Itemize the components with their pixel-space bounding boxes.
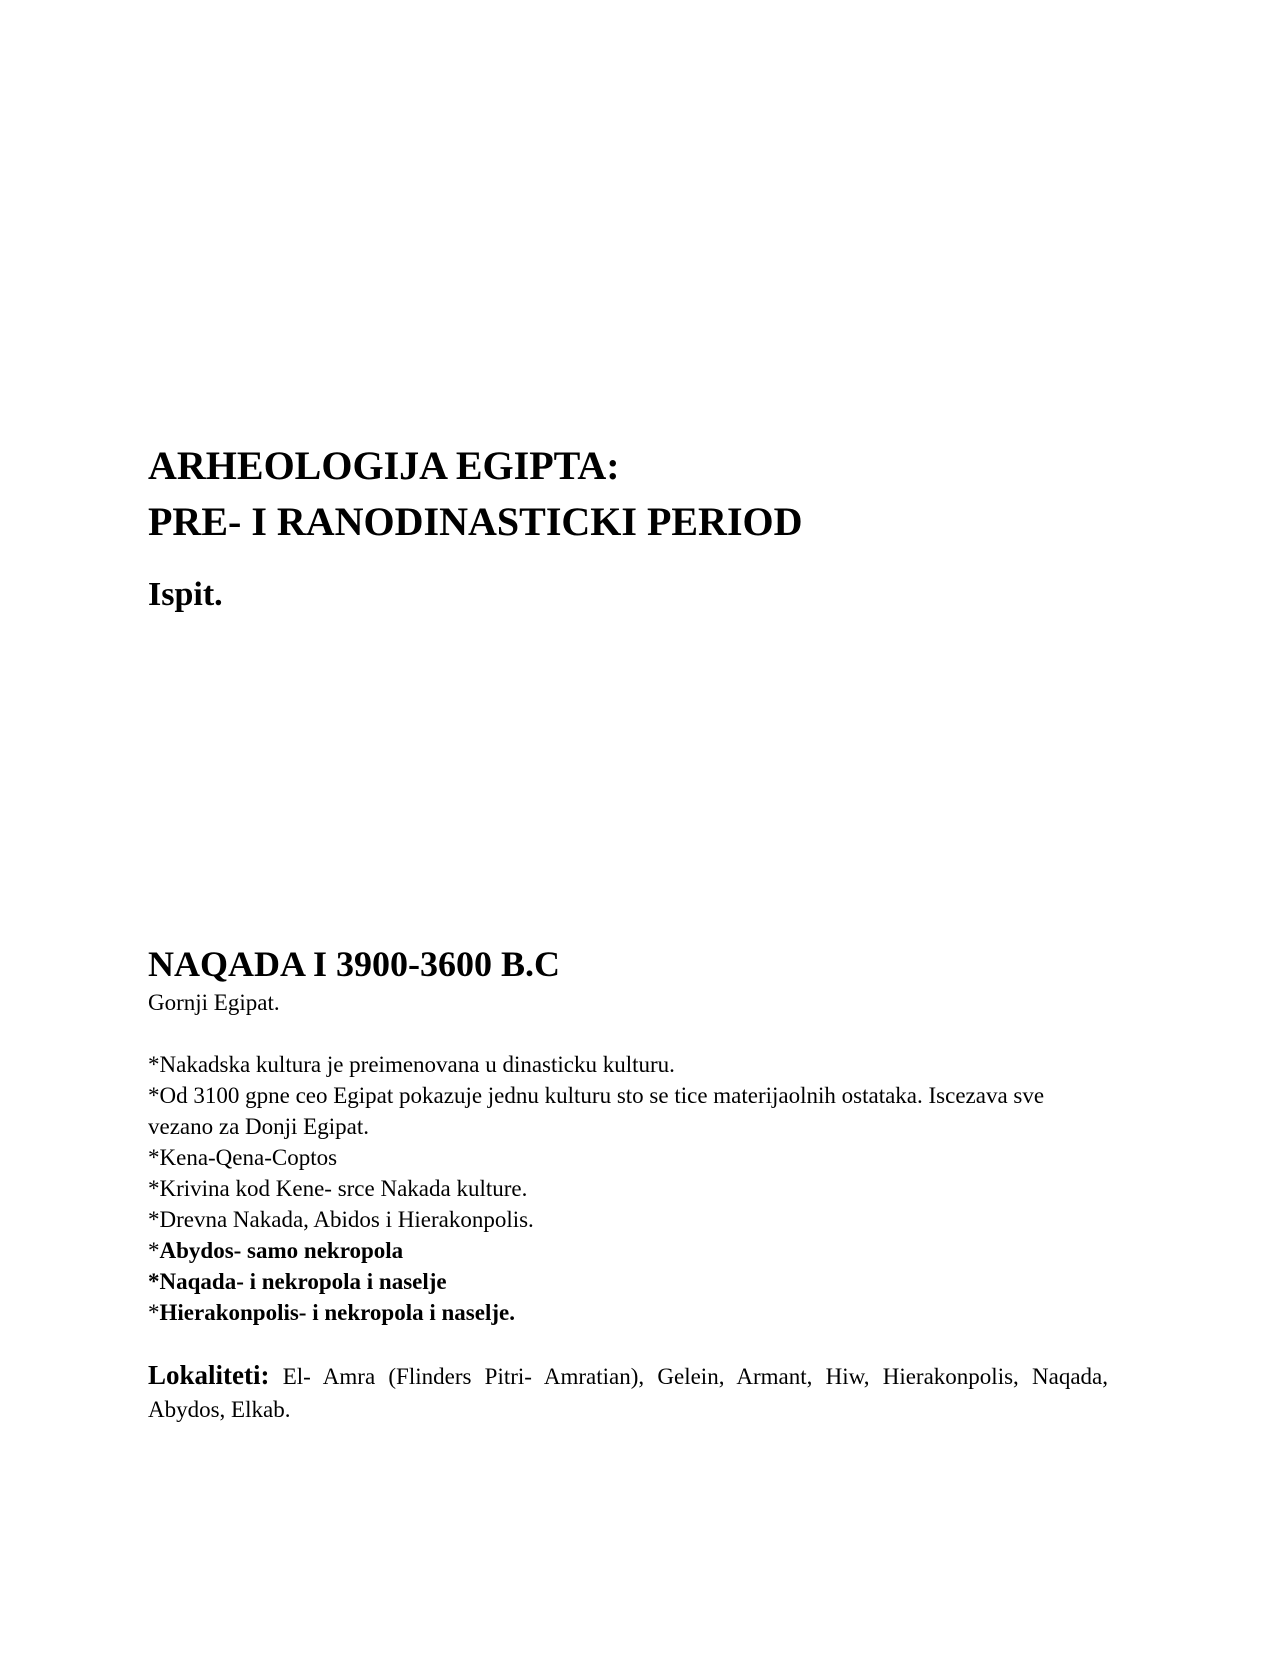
bullet-item: *Drevna Nakada, Abidos i Hierakonpolis. [148,1207,534,1232]
title-line-2: PRE- I RANODINASTICKI PERIOD [148,499,803,544]
localities-paragraph [148,1359,1108,1426]
bullet-item: *Kena-Qena-Coptos [148,1145,338,1170]
naqada-section [148,940,1108,1426]
bullet-star: * [148,1238,160,1263]
title-block [148,438,1148,550]
section-heading: NAQADA I 3900-3600 B.C [148,944,561,984]
subtitle: Ispit. [148,576,223,613]
bold-bullet-item [148,1235,1108,1266]
bold-bullet-item [148,1266,1108,1297]
bullet-star: * [148,1300,160,1325]
bold-bullet-text: Naqada- i nekropola i naselje [159,1269,447,1294]
bold-bullet-item [148,1297,1108,1328]
bullet-item: *Krivina kod Kene- srce Nakada kulture. [148,1176,528,1201]
bullet-list [148,1049,1108,1328]
localities-label: Lokaliteti: [148,1360,270,1390]
bold-bullet-text: Abydos- samo nekropola [159,1238,404,1263]
bullet-star: * [148,1269,160,1294]
bullet-item: *Nakadska kultura je preimenovana u dinasticku kulturu. [148,1052,675,1077]
localities-text: El- Amra (Flinders Pitri- Amratian), Gelein, Armant, Hiw, Hierakonpolis, Naqada, Abydos, Elkab. [148,1364,1108,1422]
bold-bullet-text: Hierakonpolis- i nekropola i naselje. [159,1300,515,1325]
region-text: Gornji Egipat. [148,990,280,1015]
bullet-item: *Od 3100 gpne ceo Egipat pokazuje jednu kulturu sto se tice materijaolnih ostataka. Iscezava sve vezano za Donji Egipat. [148,1083,1045,1139]
title-line-1: ARHEOLOGIJA EGIPTA: [148,443,620,488]
